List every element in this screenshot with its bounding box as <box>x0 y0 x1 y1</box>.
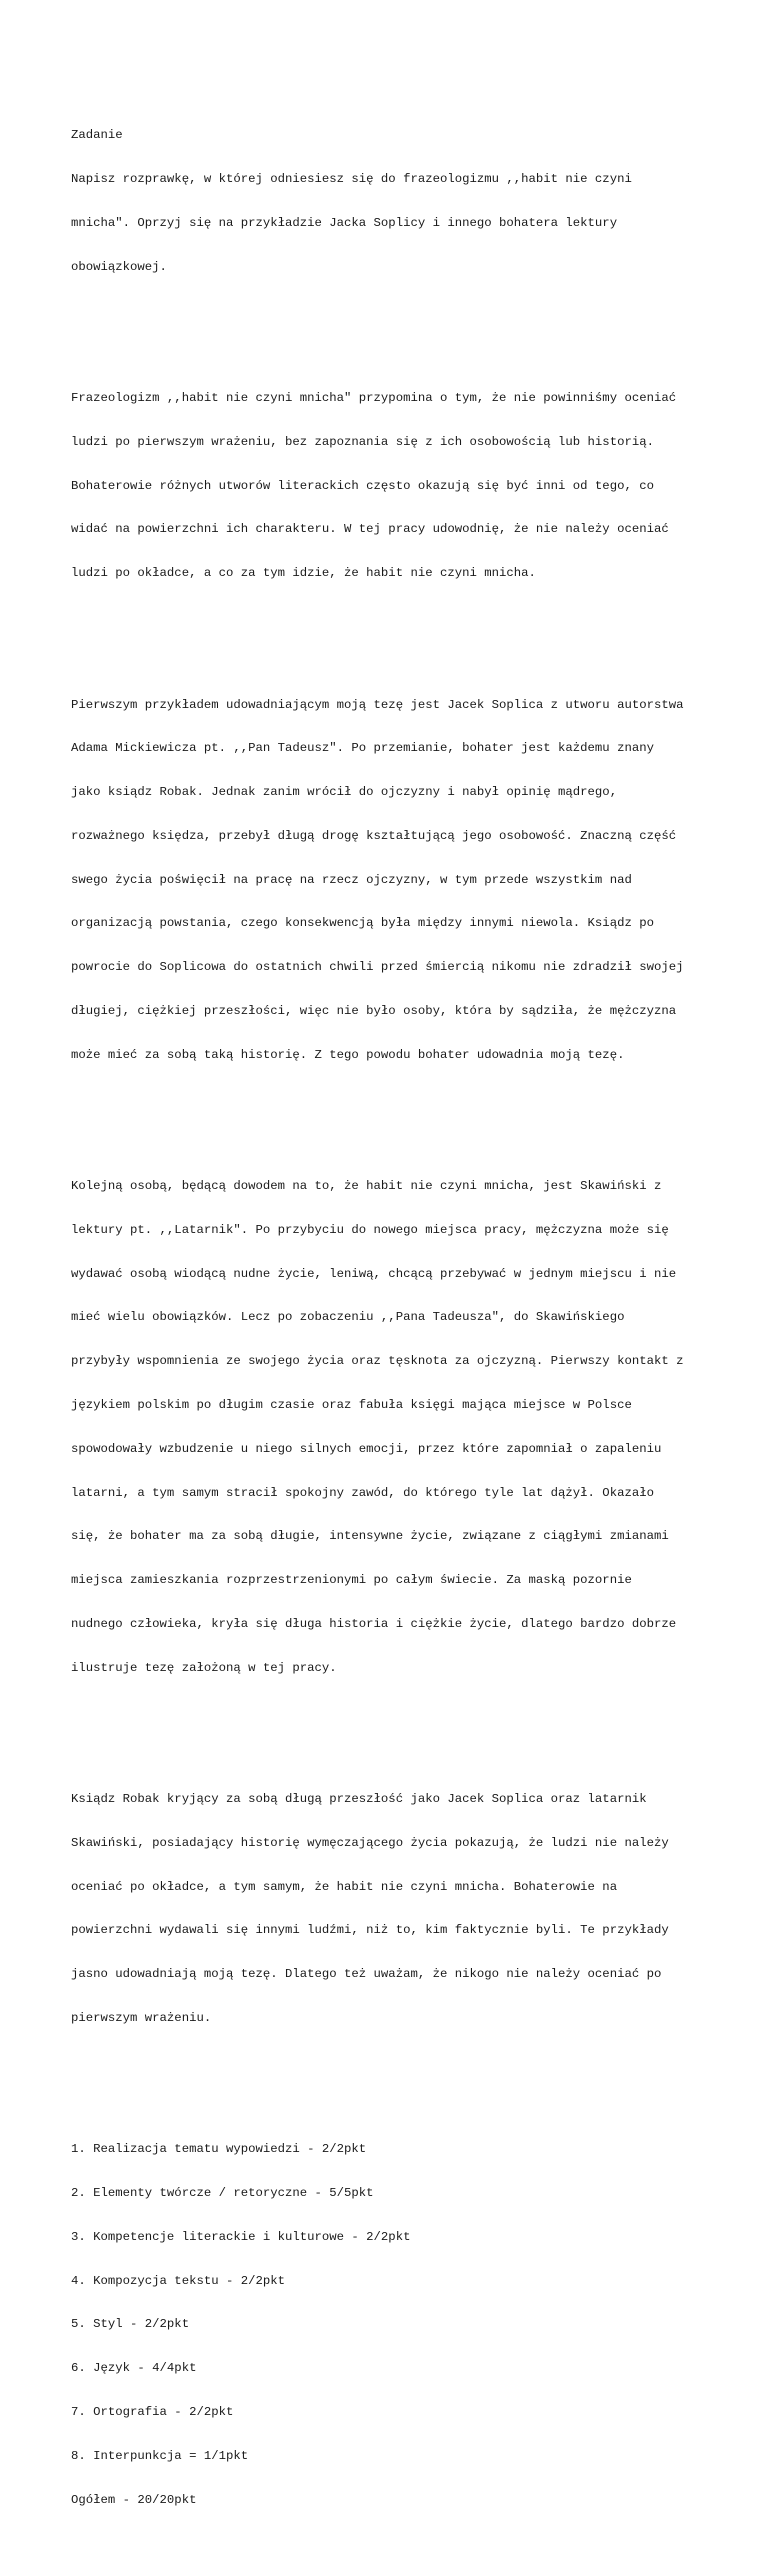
score-item: 5. Styl - 2/2pkt <box>71 2317 190 2332</box>
text-line: Bohaterowie różnych utworów literackich często okazują się być inni od tego, co <box>71 478 654 493</box>
task-line: obowiązkowej. <box>71 259 167 274</box>
text-line: Pierwszym przykładem udowadniającym moją tezę jest Jacek Soplica z utworu autorstwa <box>71 697 684 712</box>
text-line: nudnego człowieka, kryła się długa historia i ciężkie życie, dlatego bardzo dobrze <box>71 1616 677 1631</box>
paragraph-conclusion <box>71 1763 711 2055</box>
text-line: lektury pt. ,,Latarnik". Po przybyciu do nowego miejsca pracy, mężczyzna może się <box>71 1222 669 1237</box>
text-line: Skawiński, posiadający historię wymęczającego życia pokazują, że ludzi nie należy <box>71 1835 669 1850</box>
document-page <box>71 70 711 2551</box>
text-line: może mieć za sobą taką historię. Z tego powodu bohater udowadnia moją tezę. <box>71 1047 625 1062</box>
score-list <box>71 2113 711 2536</box>
paragraph-argument-2 <box>71 1150 711 1705</box>
text-line: powrocie do Soplicowa do ostatnich chwili przed śmiercią nikomu nie zdradził swojej <box>71 960 684 975</box>
score-total: Ogółem - 20/20pkt <box>71 2492 197 2507</box>
text-line: językiem polskim po długim czasie oraz fabuła księgi mająca miejsce w Polsce <box>71 1398 632 1413</box>
score-item: 7. Ortografia - 2/2pkt <box>71 2405 234 2419</box>
score-item: 1. Realizacja tematu wypowiedzi - 2/2pkt <box>71 2142 367 2157</box>
score-item: 8. Interpunkcja = 1/1pkt <box>71 2448 249 2463</box>
paragraph-intro <box>71 362 711 610</box>
text-line: pierwszym wrażeniu. <box>71 2010 212 2025</box>
text-line: jasno udowadniają moją tezę. Dlatego też uważam, że nikogo nie należy oceniać po <box>71 1967 662 1982</box>
score-item: 6. Język - 4/4pkt <box>71 2361 197 2376</box>
task-line: Napisz rozprawkę, w której odniesiesz się do frazeologizmu ,,habit nie czyni <box>71 172 632 187</box>
text-line: ludzi po pierwszym wrażeniu, bez zapoznania się z ich osobowością lub historią. <box>71 434 654 449</box>
text-line: ludzi po okładce, a co za tym idzie, że habit nie czyni mnicha. <box>71 566 536 581</box>
text-line: jako ksiądz Robak. Jednak zanim wrócił do ojczyzny i nabył opinię mądrego, <box>71 785 618 800</box>
text-line: przybyły wspomnienia ze swojego życia oraz tęsknota za ojczyzną. Pierwszy kontakt z <box>71 1354 684 1369</box>
score-item: 4. Kompozycja tekstu - 2/2pkt <box>71 2273 286 2288</box>
text-line: widać na powierzchni ich charakteru. W tej pracy udowodnię, że nie należy oceniać <box>71 522 669 537</box>
text-line: rozważnego księdza, przebył długą drogę kształtującą jego osobowość. Znaczną część <box>71 828 677 843</box>
task-block <box>71 99 711 303</box>
text-line: powierzchni wydawali się innymi ludźmi, niż to, kim faktycznie byli. Te przykłady <box>71 1923 669 1938</box>
text-line: Adama Mickiewicza pt. ,,Pan Tadeusz". Po przemianie, bohater jest każdemu znany <box>71 741 654 756</box>
text-line: mieć wielu obowiązków. Lecz po zobaczeniu ,,Pana Tadeusza", do Skawińskiego <box>71 1310 625 1325</box>
text-line: długiej, ciężkiej przeszłości, więc nie było osoby, która by sądziła, że mężczyzna <box>71 1004 677 1018</box>
text-line: oceniać po okładce, a tym samym, że habit nie czyni mnicha. Bohaterowie na <box>71 1879 618 1894</box>
text-line: Kolejną osobą, będącą dowodem na to, że habit nie czyni mnicha, jest Skawiński z <box>71 1179 662 1194</box>
text-line: spowodowały wzbudzenie u niego silnych emocji, przez które zapomniał o zapaleniu <box>71 1441 662 1456</box>
text-line: organizacją powstania, czego konsekwencją była między innymi niewola. Ksiądz po <box>71 916 654 931</box>
task-title: Zadanie <box>71 128 123 143</box>
score-item: 3. Kompetencje literackie i kulturowe - 2/2pkt <box>71 2229 411 2244</box>
text-line: wydawać osobą wiodącą nudne życie, leniwą, chcącą przebywać w jednym miejscu i nie <box>71 1266 677 1281</box>
text-line: Ksiądz Robak kryjący za sobą długą przeszłość jako Jacek Soplica oraz latarnik <box>71 1792 647 1807</box>
text-line: ilustruje tezę założoną w tej pracy. <box>71 1660 337 1675</box>
text-line: się, że bohater ma za sobą długie, intensywne życie, związane z ciągłymi zmianami <box>71 1529 669 1544</box>
text-line: swego życia poświęcił na pracę na rzecz ojczyzny, w tym przede wszystkim nad <box>71 872 632 887</box>
paragraph-argument-1 <box>71 668 711 1091</box>
text-line: miejsca zamieszkania rozprzestrzenionymi po całym świecie. Za maską pozornie <box>71 1573 632 1588</box>
score-item: 2. Elementy twórcze / retoryczne - 5/5pkt <box>71 2186 374 2201</box>
task-line: mnicha". Oprzyj się na przykładzie Jacka Soplicy i innego bohatera lektury <box>71 215 618 230</box>
text-line: Frazeologizm ,,habit nie czyni mnicha" przypomina o tym, że nie powinniśmy oceniać <box>71 391 677 406</box>
text-line: latarni, a tym samym stracił spokojny zawód, do którego tyle lat dążył. Okazało <box>71 1485 654 1500</box>
